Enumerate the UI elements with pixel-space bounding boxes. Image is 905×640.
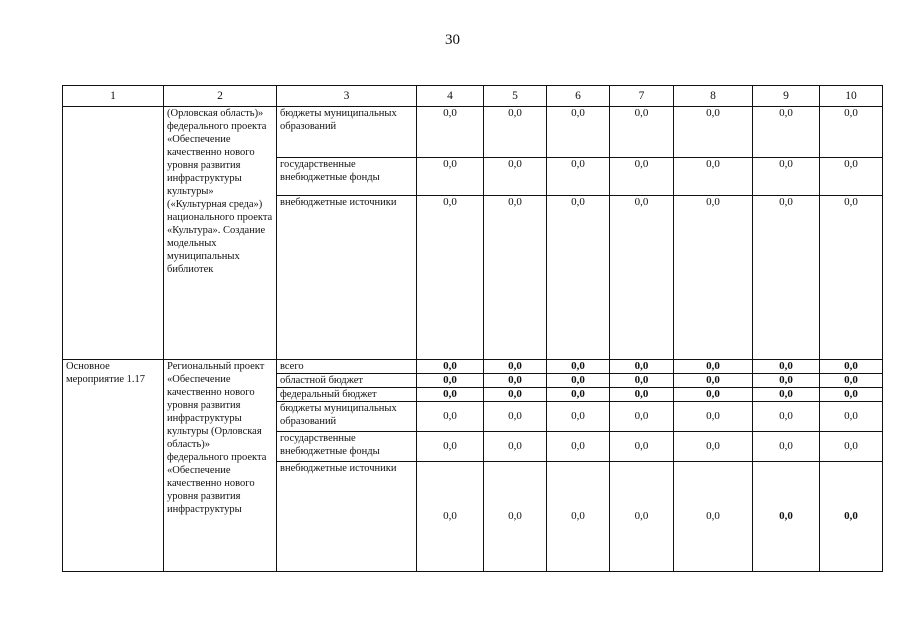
value-cell: 0,0	[484, 432, 547, 462]
value-cell: 0,0	[547, 158, 610, 196]
value-cell: 0,0	[753, 402, 820, 432]
column-header: 7	[610, 86, 674, 107]
value-cell: 0,0	[610, 388, 674, 402]
column-header: 10	[820, 86, 883, 107]
value-cell: 0,0	[547, 107, 610, 158]
value-cell: 0,0	[820, 107, 883, 158]
value-cell: 0,0	[610, 402, 674, 432]
value-cell: 0,0	[484, 388, 547, 402]
value-cell: 0,0	[820, 402, 883, 432]
value-cell: 0,0	[610, 374, 674, 388]
value-cell: 0,0	[820, 158, 883, 196]
value-cell: 0,0	[484, 360, 547, 374]
value-cell: 0,0	[674, 432, 753, 462]
value-cell: 0,0	[417, 374, 484, 388]
value-cell: 0,0	[417, 360, 484, 374]
column-header: 1	[63, 86, 164, 107]
value-cell: 0,0	[484, 107, 547, 158]
value-cell: 0,0	[417, 432, 484, 462]
value-cell: 0,0	[417, 462, 484, 572]
value-cell: 0,0	[547, 360, 610, 374]
column-header: 5	[484, 86, 547, 107]
value-cell: 0,0	[753, 360, 820, 374]
value-cell: 0,0	[610, 360, 674, 374]
funding-source: государственные внебюджетные фонды	[277, 432, 417, 462]
value-cell: 0,0	[820, 360, 883, 374]
value-cell: 0,0	[484, 374, 547, 388]
budget-table	[62, 85, 883, 572]
table-row	[63, 107, 883, 158]
funding-source: федеральный бюджет	[277, 388, 417, 402]
value-cell: 0,0	[674, 388, 753, 402]
value-cell: 0,0	[417, 107, 484, 158]
page-number: 30	[445, 32, 460, 48]
value-cell: 0,0	[753, 158, 820, 196]
funding-source: областной бюджет	[277, 374, 417, 388]
value-cell: 0,0	[674, 158, 753, 196]
value-cell: 0,0	[610, 196, 674, 360]
column-header: 2	[164, 86, 277, 107]
value-cell: 0,0	[610, 432, 674, 462]
value-cell: 0,0	[753, 432, 820, 462]
value-cell: 0,0	[484, 462, 547, 572]
value-cell: 0,0	[547, 462, 610, 572]
value-cell: 0,0	[417, 158, 484, 196]
column-header: 4	[417, 86, 484, 107]
value-cell: 0,0	[674, 107, 753, 158]
value-cell: 0,0	[753, 196, 820, 360]
value-cell: 0,0	[674, 402, 753, 432]
value-cell: 0,0	[820, 374, 883, 388]
funding-source: внебюджетные источники	[277, 196, 417, 360]
value-cell: 0,0	[753, 374, 820, 388]
funding-source: бюджеты муниципальных образований	[277, 402, 417, 432]
value-cell: 0,0	[484, 402, 547, 432]
value-cell: 0,0	[417, 388, 484, 402]
column-header: 6	[547, 86, 610, 107]
value-cell: 0,0	[417, 196, 484, 360]
value-cell: 0,0	[484, 158, 547, 196]
event-cell-empty	[63, 107, 164, 360]
value-cell: 0,0	[753, 388, 820, 402]
event-name: Основное мероприятие 1.17	[63, 360, 164, 572]
funding-source: всего	[277, 360, 417, 374]
funding-source: внебюджетные источники	[277, 462, 417, 572]
value-cell: 0,0	[820, 462, 883, 572]
value-cell: 0,0	[547, 432, 610, 462]
header-row	[63, 86, 883, 107]
funding-source: бюджеты муниципальных образований	[277, 107, 417, 158]
value-cell: 0,0	[610, 158, 674, 196]
value-cell: 0,0	[753, 462, 820, 572]
value-cell: 0,0	[674, 360, 753, 374]
value-cell: 0,0	[674, 196, 753, 360]
value-cell: 0,0	[547, 388, 610, 402]
column-header: 9	[753, 86, 820, 107]
value-cell: 0,0	[820, 196, 883, 360]
value-cell: 0,0	[674, 462, 753, 572]
value-cell: 0,0	[820, 432, 883, 462]
value-cell: 0,0	[753, 107, 820, 158]
value-cell: 0,0	[484, 196, 547, 360]
table-row	[63, 360, 883, 374]
column-header: 8	[674, 86, 753, 107]
project-description: (Орловская область)» федерального проекта «Обеспечение качественно нового уровня развития инфраструктуры культуры» («Культурная среда») национального проекта «Культура». Создание модельных муниципальных библиотек	[164, 107, 277, 360]
value-cell: 0,0	[547, 374, 610, 388]
value-cell: 0,0	[417, 402, 484, 432]
value-cell: 0,0	[674, 374, 753, 388]
value-cell: 0,0	[547, 196, 610, 360]
value-cell: 0,0	[610, 462, 674, 572]
project-description: Региональный проект «Обеспечение качественно нового уровня развития инфраструктуры культуры (Орловская область)» федерального проекта «Обеспечение качественно нового уровня развития инфраструктуры	[164, 360, 277, 572]
value-cell: 0,0	[820, 388, 883, 402]
funding-source: государственные внебюджетные фонды	[277, 158, 417, 196]
value-cell: 0,0	[547, 402, 610, 432]
value-cell: 0,0	[610, 107, 674, 158]
column-header: 3	[277, 86, 417, 107]
